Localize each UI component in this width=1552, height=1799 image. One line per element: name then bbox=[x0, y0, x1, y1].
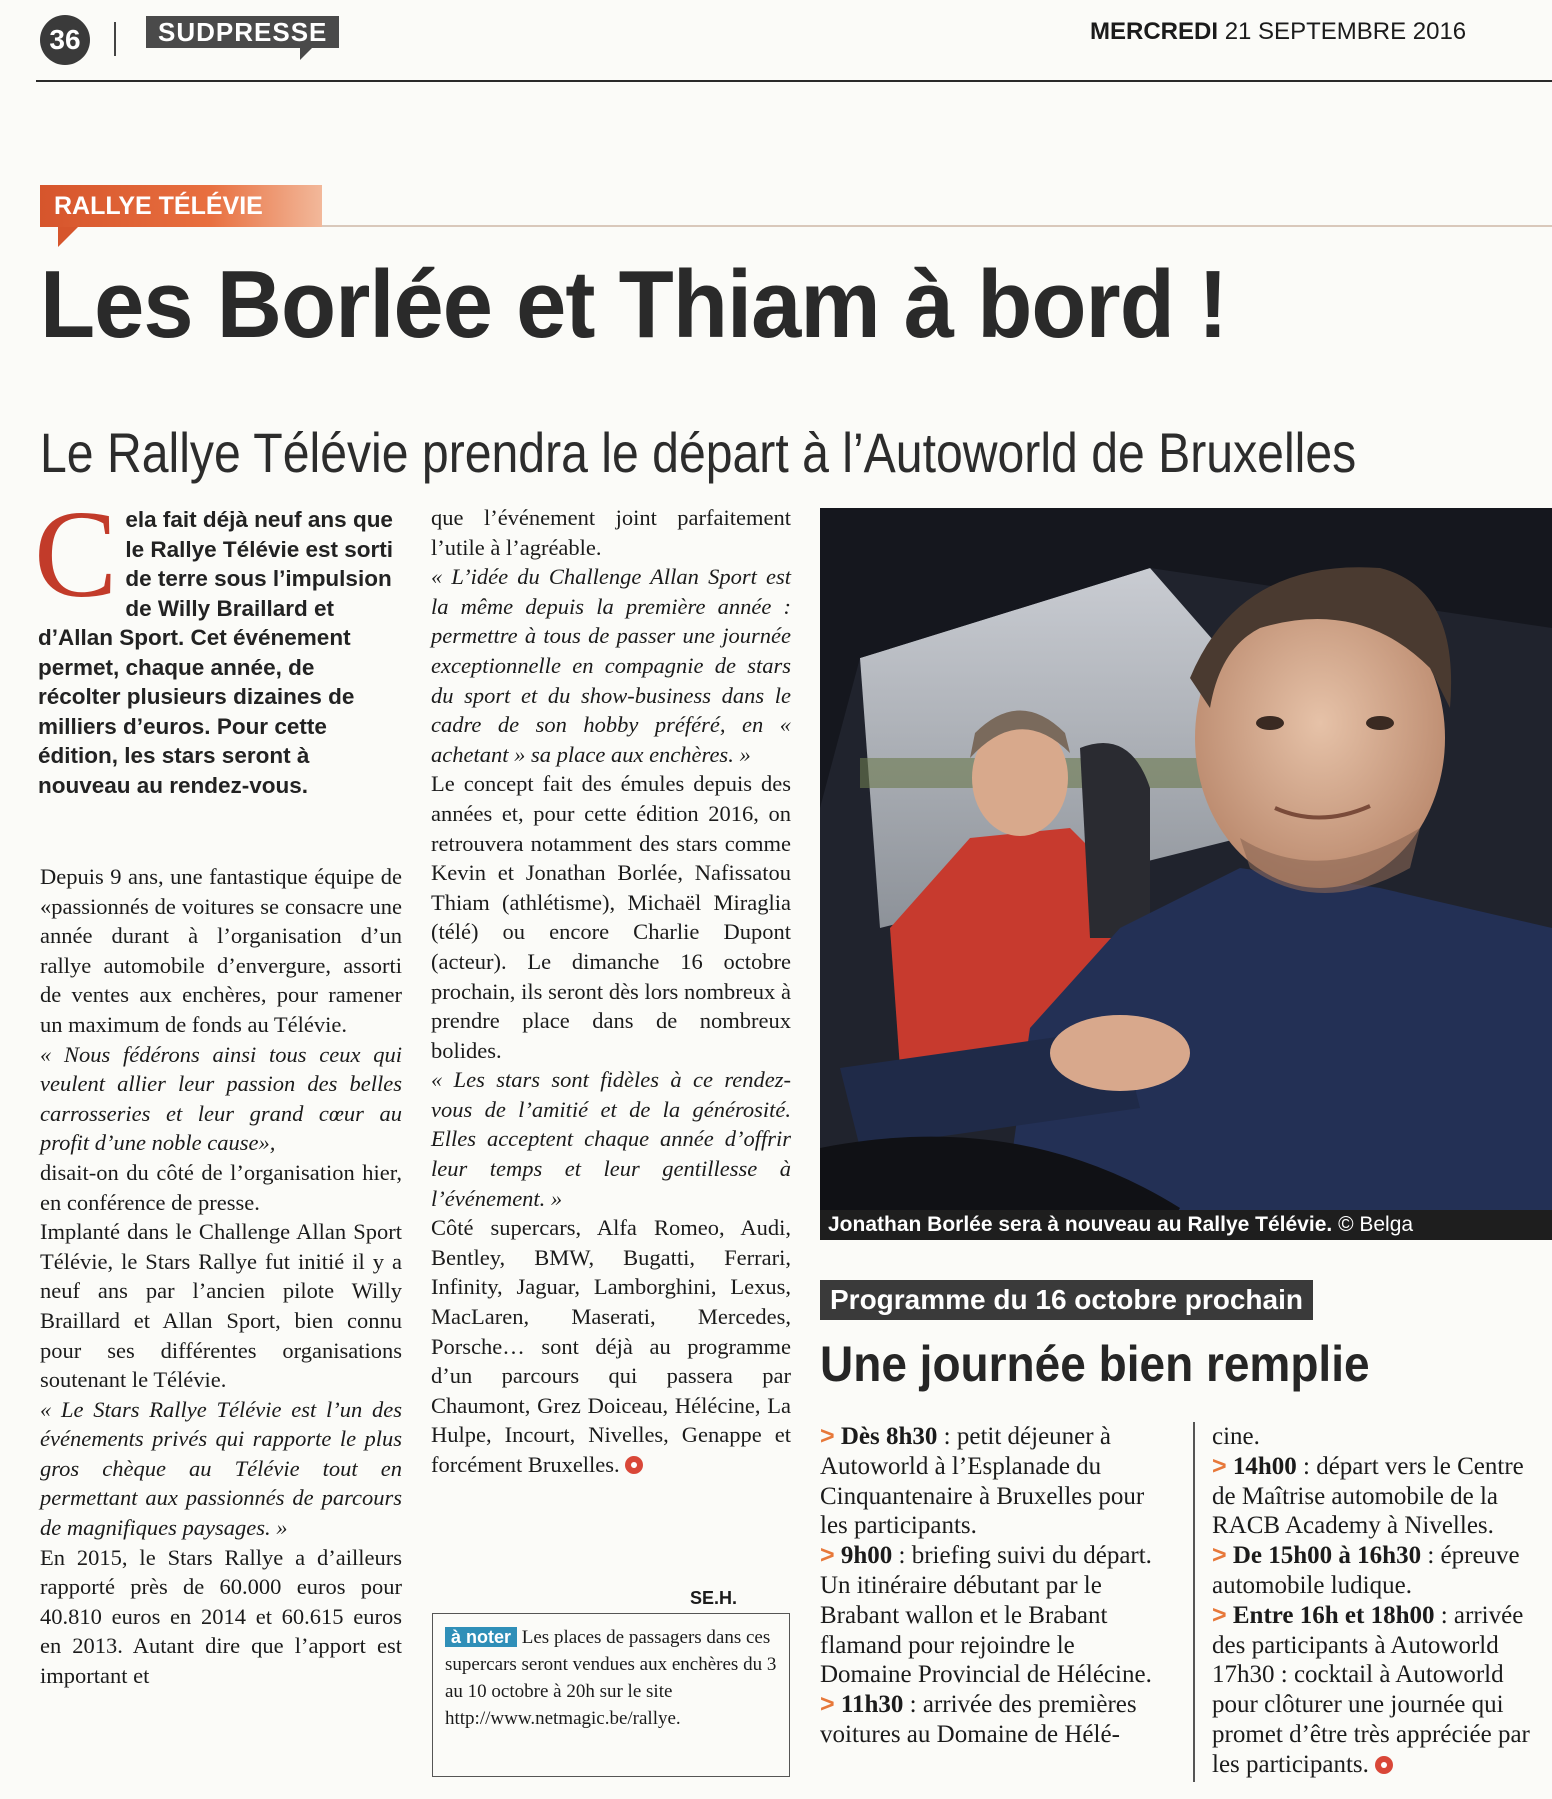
header-separator bbox=[114, 22, 116, 56]
programme-item: > De 15h00 à 16h30 : épreuve automobile ludique. bbox=[1212, 1541, 1520, 1599]
programme-column-1 bbox=[820, 1422, 1170, 1750]
caption-text: Jonathan Borlée sera à nouveau au Rallye Télévie. bbox=[828, 1213, 1333, 1236]
article-lead bbox=[34, 486, 398, 800]
issue-date-day: MERCREDI bbox=[1090, 18, 1219, 45]
programme-continuation: cine. bbox=[1212, 1423, 1260, 1450]
headline: Les Borlée et Thiam à bord ! bbox=[40, 251, 1228, 358]
paragraph: Le concept fait des émules depuis des années et, pour cette édition 2016, on retrouvera notamment des stars comme Kevin et Jonathan Borlée, Nafissatou Thiam (athlétisme), Michaël Miraglia (télé) ou encore Charlie Dupont (acteur). Le dimanche 16 octobre prochain, ils seront dès lors nombreux à prendre place dans de nombreux bolides. bbox=[431, 771, 791, 1063]
header-rule bbox=[36, 80, 1552, 82]
section-rubric: RALLYE TÉLÉVIE bbox=[40, 185, 322, 227]
end-mark-icon bbox=[1375, 1756, 1393, 1774]
photo-illustration bbox=[820, 508, 1552, 1240]
end-mark-icon bbox=[625, 1456, 643, 1474]
page-number: 36 bbox=[40, 15, 90, 65]
programme-item: > 11h30 : arrivée des premières voitures au Domaine de Hélé- bbox=[820, 1690, 1137, 1748]
rubric-tail bbox=[58, 227, 78, 247]
article-column-2 bbox=[431, 503, 791, 1480]
quote-paragraph: « Nous fédérons ainsi tous ceux qui veulent allier leur passion des belles carrosseries et leur grand cœur au profit d’une noble cause», bbox=[40, 1041, 402, 1156]
issue-date-rest: 21 SEPTEMBRE 2016 bbox=[1224, 18, 1467, 45]
paragraph: que l’événement joint parfaitement l’utile à l’agréable. bbox=[431, 505, 791, 560]
brand-logo-tail bbox=[300, 48, 312, 60]
arrow-icon: > bbox=[1212, 1600, 1227, 1629]
programme-item: > Dès 8h30 : petit déjeuner à Autoworld à l’Esplanade du Cinquantenaire à Bruxelles pour les participants. bbox=[820, 1422, 1145, 1540]
byline: SE.H. bbox=[690, 1588, 738, 1608]
photo-caption bbox=[820, 1210, 1552, 1240]
programme-tag: Programme du 16 octobre prochain bbox=[820, 1280, 1313, 1320]
paragraph: Côté supercars, Alfa Romeo, Audi, Bentley, BMW, Bugatti, Ferrari, Infinity, Jaguar, Lamborghini, Lexus, MacLaren, Maserati, Mercedes, Porsche… sont déjà au programme d’un parcours qui passera par Chaumont, Grez Doiceau, Hélécine, La Hulpe, Incourt, Nivelles, Genappe et forcément Bruxelles. bbox=[431, 1215, 791, 1477]
note-box bbox=[432, 1613, 790, 1777]
quote-paragraph: « Les stars sont fidèles à ce rendez-vous de l’amitié et de la générosité. Elles acceptent chaque année d’offrir leur temps et leur gentillesse à l’événement. » bbox=[431, 1067, 791, 1211]
paragraph: disait-on du côté de l’organisation hier, en conférence de presse. bbox=[40, 1159, 402, 1215]
paragraph: En 2015, le Stars Rallye a d’ailleurs rapporté près de 60.000 euros pour 40.810 euros en 2014 et 60.615 euros en 2013. Autant dire que l’apport est important et bbox=[40, 1544, 402, 1689]
article-column-1 bbox=[40, 862, 402, 1691]
lead-text: ela fait déjà neuf ans que le Rallye Télévie est sorti de terre sous l’impulsion de Willy Braillard et d’Allan Sport. Cet événement permet, chaque année, de récolter plusieurs dizaines de milliers d’euros. Pour cette édition, les stars seront à nouveau au rendez-vous. bbox=[38, 507, 394, 798]
programme-title: Une journée bien remplie bbox=[820, 1336, 1370, 1392]
issue-date bbox=[1090, 18, 1466, 46]
arrow-icon: > bbox=[820, 1690, 835, 1719]
drop-cap: C bbox=[34, 486, 118, 624]
arrow-icon: > bbox=[820, 1422, 835, 1450]
arrow-icon: > bbox=[1212, 1451, 1227, 1480]
arrow-icon: > bbox=[820, 1541, 835, 1570]
subheadline: Le Rallye Télévie prendra le départ à l’Autoworld de Bruxelles bbox=[40, 421, 1357, 484]
article-photo bbox=[820, 508, 1552, 1240]
rubric-rule bbox=[322, 225, 1552, 227]
photo-credit: © Belga bbox=[1338, 1213, 1414, 1236]
programme-item: > 9h00 : briefing suivi du départ. Un itinéraire débutant par le Brabant wallon et le Brabant flamand pour rejoindre le Domaine Provincial de Hélécine. bbox=[820, 1541, 1152, 1689]
programme-item: > 14h00 : départ vers le Centre de Maîtrise automobile de la RACB Academy à Nivelles. bbox=[1212, 1451, 1524, 1540]
note-tag: à noter bbox=[445, 1627, 517, 1647]
brand-logo: SUDPRESSE bbox=[146, 16, 339, 48]
paragraph: Depuis 9 ans, une fantastique équipe de «passionnés de voitures se consacre une année durant à l’organisation d’un rallye automobile d’envergure, assorti de ventes aux enchères, pour ramener un maximum de fonds au Télévie. bbox=[40, 864, 402, 1037]
note-text: Les places de passagers dans ces supercars seront vendues aux enchères du 3 au 10 octobre à 20h sur le site http://www.netmagic.be/rallye. bbox=[445, 1627, 777, 1729]
programme-divider bbox=[1193, 1422, 1195, 1782]
quote-paragraph: « L’idée du Challenge Allan Sport est la même depuis la première année : permettre à tous de passer une journée exceptionnelle en compagnie de stars du sport et du show-business dans le cadre de son hobby préféré, en « achetant » sa place aux enchères. » bbox=[431, 564, 791, 767]
quote-paragraph: « Le Stars Rallye Télévie est l’un des événements privés qui rapporte le plus gros chèque au Télévie tout en permettant aux passionnés de parcours de magnifiques paysages. » bbox=[40, 1396, 402, 1541]
programme-column-2 bbox=[1212, 1422, 1552, 1780]
arrow-icon: > bbox=[1212, 1541, 1227, 1570]
programme-item: > Entre 16h et 18h00 : arrivée des participants à Autoworld 17h30 : cocktail à Autoworld pour clôturer une journée qui promet d’être très appréciée par les participants. bbox=[1212, 1600, 1530, 1778]
paragraph: Implanté dans le Challenge Allan Sport Télévie, le Stars Rallye fut initié il y a neuf ans par l’ancien pilote Willy Braillard et Allan Sport, bien connu pour ses différentes organisations soutenant le Télévie. bbox=[40, 1219, 402, 1393]
